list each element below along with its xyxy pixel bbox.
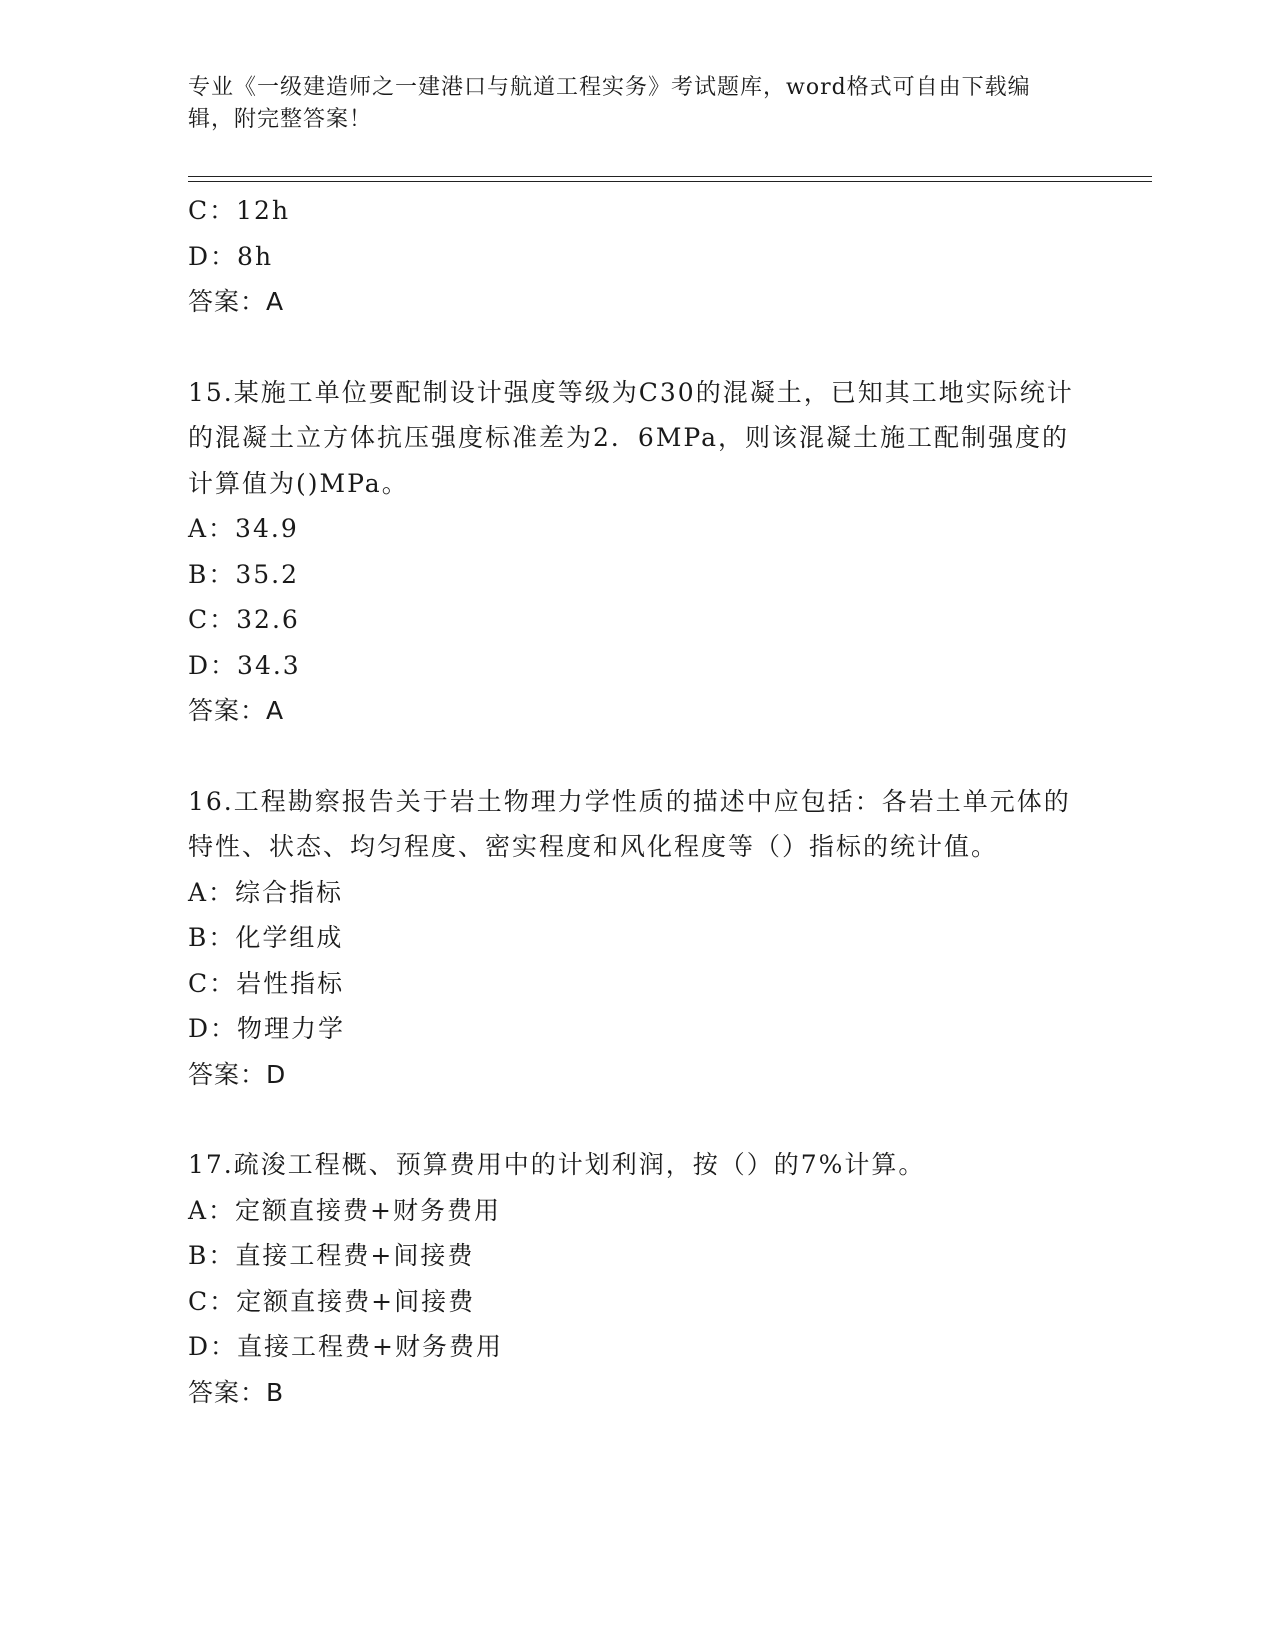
answer-line: 答案：A (188, 696, 285, 725)
option-b: B：直接工程费+间接费 (188, 1241, 475, 1270)
option-c: C：32.6 (188, 605, 300, 634)
option-a: A：综合指标 (188, 877, 344, 907)
option-c: C：定额直接费+间接费 (188, 1286, 476, 1316)
option-b: B：化学组成 (188, 923, 344, 952)
option-a: A：定额直接费+财务费用 (188, 1195, 502, 1225)
option-a: A：34.9 (188, 514, 299, 543)
question-15 (188, 370, 1088, 734)
header-divider (188, 176, 1152, 177)
option-d: D：直接工程费+财务费用 (188, 1332, 503, 1361)
answer-line: 答案：B (188, 1377, 285, 1407)
header-divider-secondary (188, 181, 1152, 182)
question-text: 15.某施工单位要配制设计强度等级为C30的混凝土，已知其工地实际统计的混凝土立方体抗压强度标准差为2．6MPa，则该混凝土施工配制强度的计算值为()MPa。 (188, 377, 1074, 498)
question-continuation (188, 188, 1088, 325)
answer-line: 答案：A (188, 287, 285, 316)
question-text: 17.疏浚工程概、预算费用中的计划利润，按（）的7%计算。 (188, 1150, 926, 1179)
question-text: 16.工程勘察报告关于岩土物理力学性质的描述中应包括：各岩土单元体的特性、状态、均匀程度、密实程度和风化程度等（）指标的统计值。 (188, 786, 1071, 861)
option-d: D：34.3 (188, 650, 301, 680)
option-b: B：35.2 (188, 559, 300, 589)
page-header: 专业《一级建造师之一建港口与航道工程实务》考试题库，word格式可自由下载编辑，附完整答案！ (188, 75, 1031, 132)
option-d: D：8h (188, 241, 274, 271)
option-d: D：物理力学 (188, 1014, 346, 1043)
answer-line: 答案：D (188, 1059, 287, 1089)
document-body (188, 188, 1088, 1415)
question-16 (188, 779, 1088, 1098)
option-c: C：岩性指标 (188, 968, 345, 998)
question-17 (188, 1142, 1088, 1415)
option-c: C：12h (188, 196, 291, 225)
